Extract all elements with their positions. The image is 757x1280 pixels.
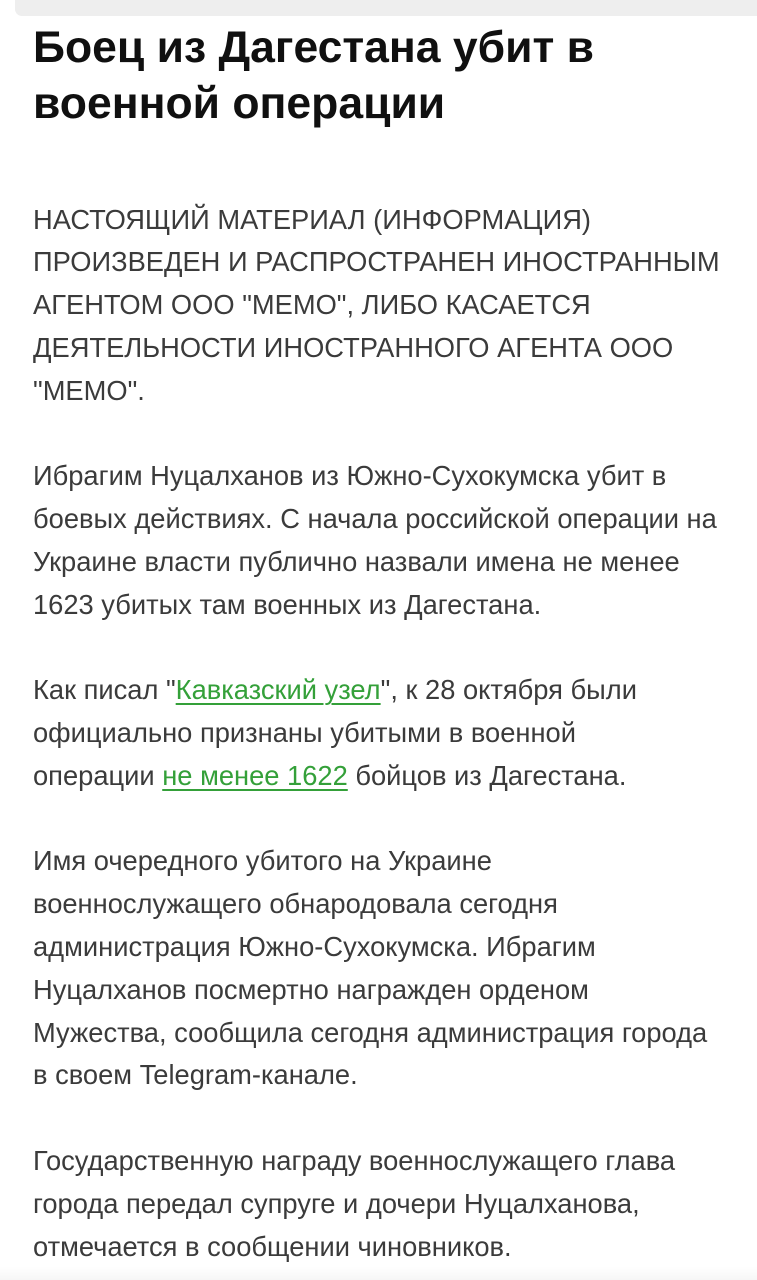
bottom-shadow (0, 1266, 757, 1280)
text-line: Имя очередного убитого на Украине (33, 845, 492, 877)
casualties-count-link[interactable]: не менее 1622 (162, 759, 348, 791)
article-title: Боец из Дагестана убит в военной операции (33, 23, 595, 128)
text-line: города передал супруге и дочери Нуцалханова, (33, 1187, 640, 1219)
text-line: Государственную награду военнослужащего глава (33, 1145, 676, 1177)
text-line: ДЕЯТЕЛЬНОСТИ ИНОСТРАННОГО АГЕНТА ООО (33, 331, 674, 363)
article-paragraph (33, 669, 757, 797)
text-line (33, 755, 757, 798)
text-line: Нуцалханов посмертно награжден орденом (33, 973, 589, 1005)
text-line: официально признаны убитыми в военной (33, 717, 576, 749)
text-segment: бойцов из Дагестана. (347, 759, 627, 791)
text-line: Украине власти публично назвали имена не менее (33, 545, 680, 577)
text-line: 1623 убитых там военных из Дагестана. (33, 588, 542, 620)
text-segment: ", к 28 октября были (380, 674, 637, 706)
text-segment: операции (33, 759, 163, 791)
text-line: "МЕМО". (33, 374, 145, 406)
text-line: военнослужащего обнародовала сегодня (33, 888, 558, 920)
text-line: ПРОИЗВЕДЕН И РАСПРОСТРАНЕН ИНОСТРАННЫМ (33, 246, 720, 278)
text-line: боевых действиях. С начала российской операции на (33, 503, 717, 535)
text-line: администрация Южно-Сухокумска. Ибрагим (33, 931, 596, 963)
article-paragraph (33, 840, 757, 1097)
text-line: Мужества, сообщила сегодня администрация города (33, 1016, 708, 1048)
text-segment: Как писал " (33, 674, 176, 706)
article-body (33, 0, 757, 1268)
text-line: АГЕНТОМ ООО "МЕМО", ЛИБО КАСАЕТСЯ (33, 289, 591, 321)
article-paragraph (33, 1140, 757, 1268)
foreign-agent-notice (33, 199, 757, 413)
text-line: Ибрагим Нуцалханов из Южно-Сухокумска убит в (33, 460, 667, 492)
text-line: НАСТОЯЩИЙ МАТЕРИАЛ (ИНФОРМАЦИЯ) (33, 203, 592, 235)
kavkaz-uzel-link[interactable]: Кавказский узел (175, 674, 381, 706)
article-paragraph (33, 455, 757, 626)
text-line (33, 669, 757, 712)
text-line: отмечается в сообщении чиновников. (33, 1230, 512, 1262)
text-line: в своем Telegram-канале. (33, 1059, 358, 1091)
